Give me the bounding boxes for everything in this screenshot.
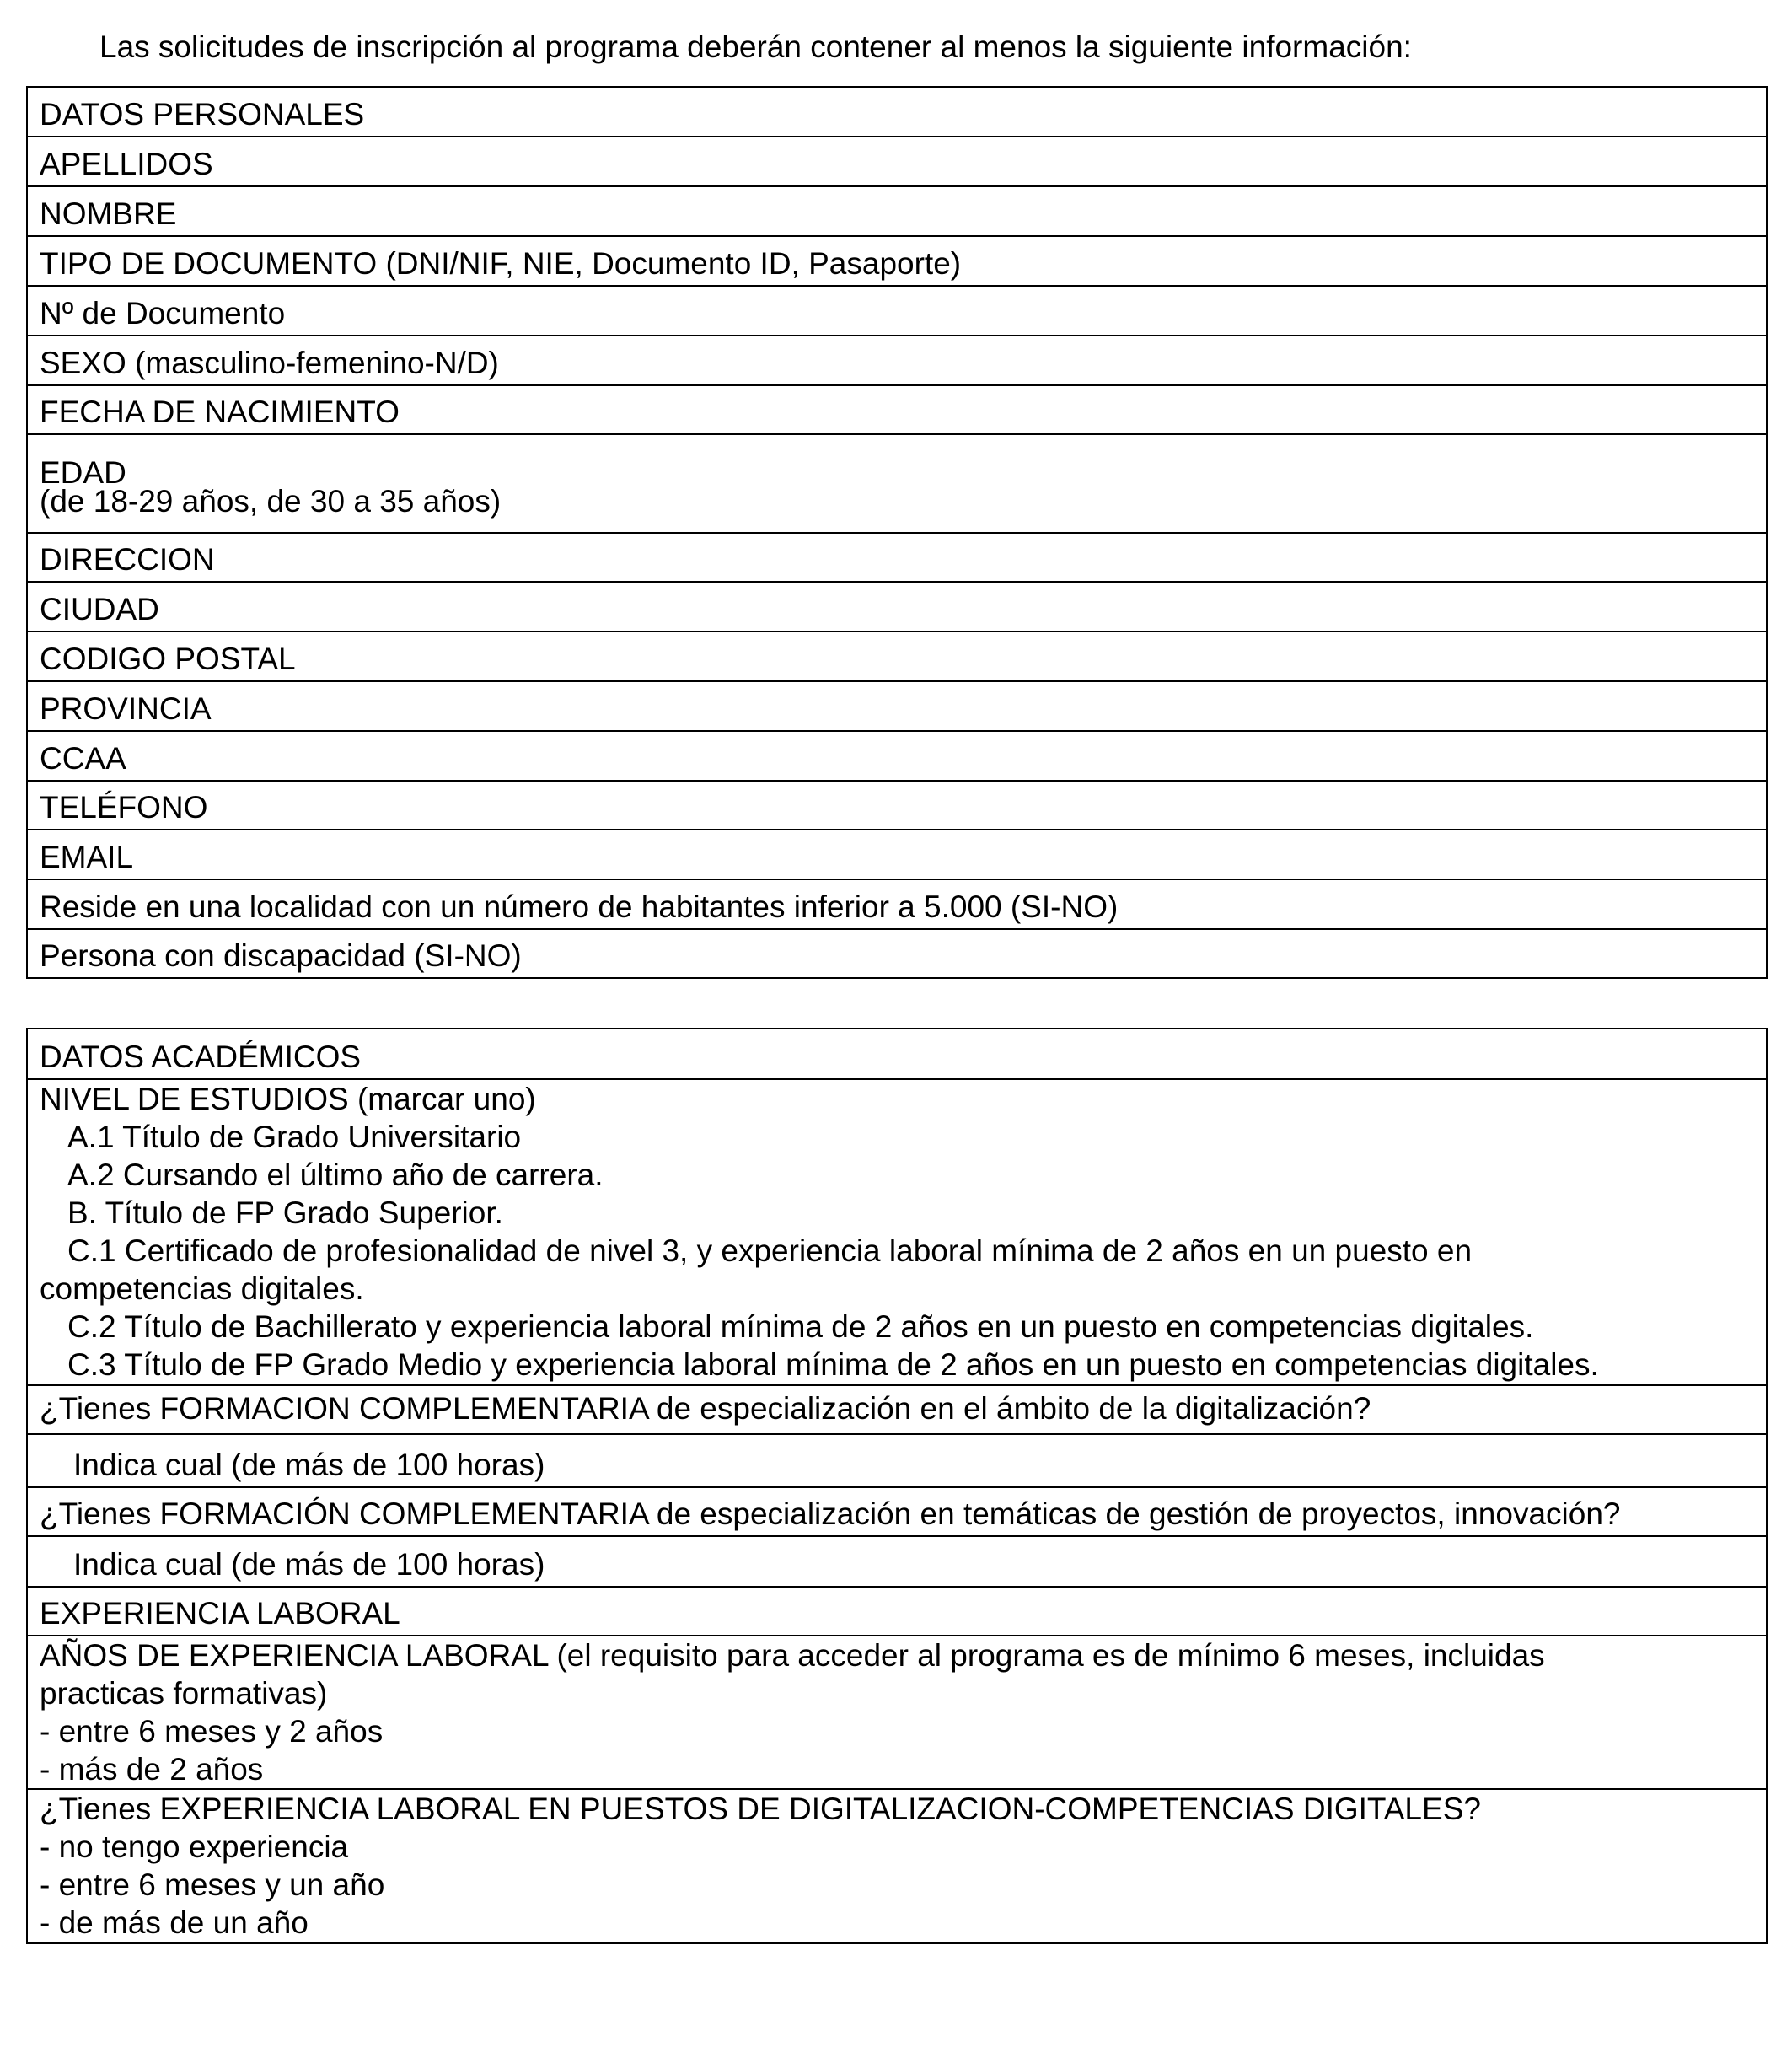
experiencia-digital-option-3: - de más de un año: [40, 1905, 309, 1940]
field-experiencia-digital: [28, 1788, 1766, 1942]
work-experience-header: EXPERIENCIA LABORAL: [28, 1586, 1766, 1635]
field-discapacidad: Persona con discapacidad (SI-NO): [28, 928, 1766, 977]
formacion-digital-detail: Indica cual (de más de 100 horas): [73, 1448, 545, 1482]
personal-data-header: DATOS PERSONALES: [40, 97, 365, 132]
nivel-option-c1-wrap: competencias digitales.: [40, 1271, 364, 1306]
field-apellidos: APELLIDOS: [28, 136, 1766, 185]
field-provincia: PROVINCIA: [28, 680, 1766, 730]
intro-text: Las solicitudes de inscripción al programa deberán contener al menos la siguiente información:: [99, 30, 1412, 64]
field-reside-localidad: Reside en una localidad con un número de habitantes inferior a 5.000 (SI-NO): [28, 879, 1766, 928]
nivel-option-c3: C.3 Título de FP Grado Medio y experiencia laboral mínima de 2 años en un puesto en competencias digitales.: [67, 1347, 1599, 1382]
field-sexo: SEXO (masculino-femenino-N/D): [28, 335, 1766, 384]
academic-data-table: [26, 1028, 1768, 1944]
nivel-option-b: B. Título de FP Grado Superior.: [67, 1196, 503, 1230]
experiencia-digital-option-2: - entre 6 meses y un año: [40, 1867, 385, 1902]
field-tipo-documento: TIPO DE DOCUMENTO (DNI/NIF, NIE, Documento ID, Pasaporte): [28, 235, 1766, 285]
field-anos-experiencia: [28, 1635, 1766, 1788]
field-formacion-digital-detail: [28, 1433, 1766, 1486]
experiencia-digital-title: ¿Tienes EXPERIENCIA LABORAL EN PUESTOS DE DIGITALIZACION-COMPETENCIAS DIGITALES?: [40, 1792, 1481, 1826]
field-email: EMAIL: [28, 829, 1766, 879]
field-nivel-estudios: [28, 1078, 1766, 1384]
academic-data-header: DATOS ACADÉMICOS: [40, 1040, 362, 1074]
nivel-estudios-title: NIVEL DE ESTUDIOS (marcar uno): [40, 1082, 536, 1116]
field-formacion-gestion-detail: [28, 1535, 1766, 1586]
formacion-gestion-detail: Indica cual (de más de 100 horas): [73, 1547, 545, 1582]
field-ciudad: CIUDAD: [28, 581, 1766, 631]
nivel-option-a1: A.1 Título de Grado Universitario: [67, 1120, 522, 1154]
field-telefono: TELÉFONO: [28, 780, 1766, 829]
field-ccaa: CCAA: [28, 730, 1766, 780]
field-nombre: NOMBRE: [28, 185, 1766, 235]
field-fecha-nacimiento: FECHA DE NACIMIENTO: [28, 384, 1766, 433]
field-direccion: DIRECCION: [28, 532, 1766, 581]
anos-option-2: - más de 2 años: [40, 1752, 264, 1787]
nivel-option-c1: C.1 Certificado de profesionalidad de nivel 3, y experiencia laboral mínima de 2 años en un puesto en: [67, 1233, 1473, 1268]
nivel-option-a2: A.2 Cursando el último año de carrera.: [67, 1158, 604, 1192]
anos-experiencia-line1: AÑOS DE EXPERIENCIA LABORAL (el requisito para acceder al programa es de mínimo 6 meses, incluidas: [40, 1638, 1545, 1673]
field-edad: [28, 433, 1766, 532]
field-formacion-gestion: ¿Tienes FORMACIÓN COMPLEMENTARIA de especialización en temáticas de gestión de proyectos, innovación?: [28, 1486, 1766, 1535]
anos-option-1: - entre 6 meses y 2 años: [40, 1714, 384, 1749]
nivel-option-c2: C.2 Título de Bachillerato y experiencia laboral mínima de 2 años en un puesto en competencias digitales.: [67, 1309, 1534, 1344]
experiencia-digital-option-1: - no tengo experiencia: [40, 1830, 349, 1864]
anos-experiencia-line2: practicas formativas): [40, 1676, 328, 1711]
edad-detail: (de 18-29 años, de 30 a 35 años): [40, 484, 502, 519]
field-numero-documento: Nº de Documento: [28, 285, 1766, 335]
edad-label: EDAD: [40, 455, 126, 490]
field-formacion-digital: ¿Tienes FORMACION COMPLEMENTARIA de especialización en el ámbito de la digitalización?: [28, 1384, 1766, 1433]
personal-data-table: [26, 86, 1768, 979]
field-codigo-postal: CODIGO POSTAL: [28, 631, 1766, 680]
